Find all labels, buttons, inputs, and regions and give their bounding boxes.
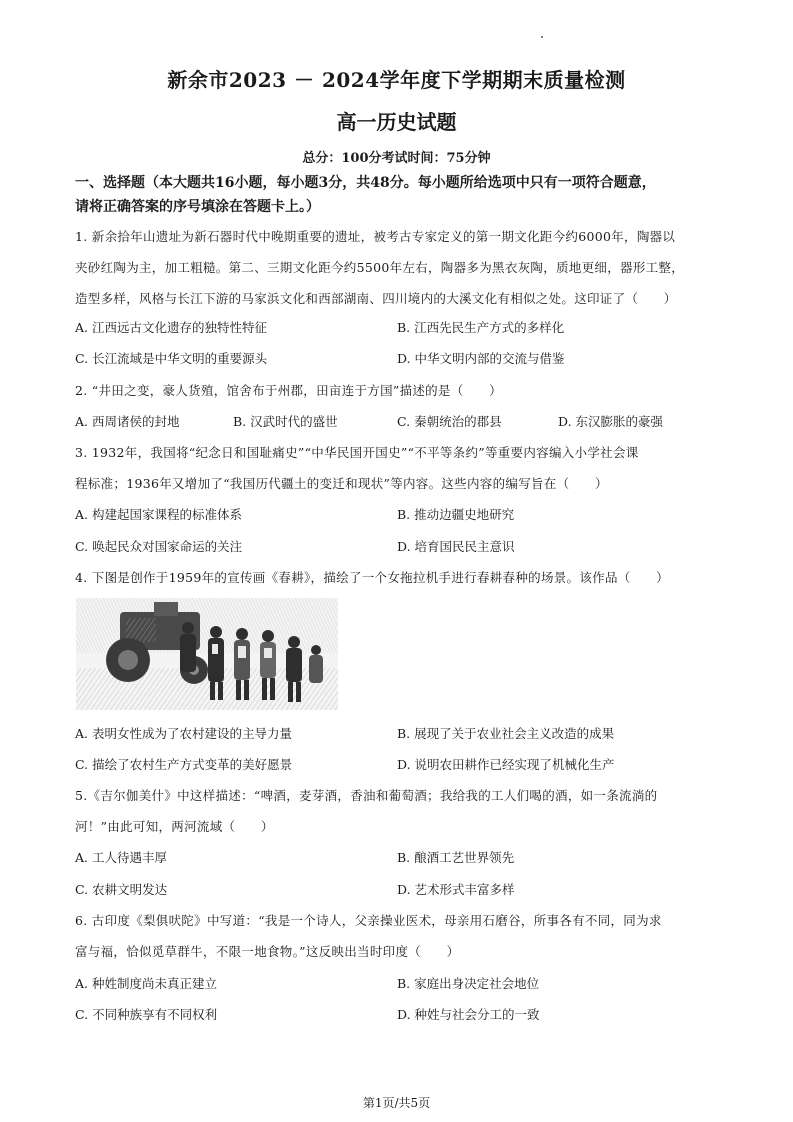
page-number: 第1页/共5页 xyxy=(362,1096,431,1110)
question-6-text: 富与福，恰似觅草群牛，不限一地食物。”这反映出当时印度（ ） xyxy=(75,944,460,959)
question-2-text: 2. “井田之变，豪人货殖，馆舍布于州郡，田亩连于方国”描述的是（ ） xyxy=(75,383,502,398)
question-3-option-b: B. 推动边疆史地研究 xyxy=(397,507,515,522)
question-6-text: 6. 古印度《梨俱吠陀》中写道：“我是一个诗人，父亲操业医术，母亲用石磨谷，所事各有不同，同为求 xyxy=(75,913,662,928)
scan-dot xyxy=(541,36,543,38)
question-5-text: 5.《吉尔伽美什》中这样描述：“啤酒，麦芽酒，香油和葡萄酒；我给我的工人们喝的酒，如一条流淌的 xyxy=(75,788,658,803)
question-1-text: 1. 新余拾年山遗址为新石器时代中晚期重要的遗址，被考古专家定义的第一期文化距今约6000年，陶器以 xyxy=(75,229,676,244)
question-1-text: 造型多样，风格与长江下游的马家浜文化和西部湖南、四川境内的大溪文化有相似之处。这印证了（ ） xyxy=(75,291,677,306)
question-5-option-c: C. 农耕文明发达 xyxy=(75,882,168,897)
exam-meta: 总分：100分考试时间：75分钟 xyxy=(302,151,491,166)
question-6-option-d: D. 种姓与社会分工的一致 xyxy=(397,1007,540,1022)
question-6-option-a: A. 种姓制度尚未真正建立 xyxy=(75,976,217,991)
exam-title: 新余市2023 － 2024学年度下学期期末质量检测 xyxy=(167,68,626,92)
question-2-option-a: A. 西周诸侯的封地 xyxy=(75,414,180,429)
question-2-option-d: D. 东汉膨胀的豪强 xyxy=(558,414,664,429)
question-3-text: 程标准；1936年又增加了“我国历代疆土的变迁和现状”等内容。这些内容的编写旨在（ ） xyxy=(75,476,608,491)
question-4-option-a: A. 表明女性成为了农村建设的主导力量 xyxy=(75,726,292,741)
exam-subtitle: 高一历史试题 xyxy=(336,110,457,134)
question-4-option-d: D. 说明农田耕作已经实现了机械化生产 xyxy=(397,757,615,772)
question-5-option-d: D. 艺术形式丰富多样 xyxy=(397,882,515,897)
spring-plowing-poster-image xyxy=(76,598,338,710)
question-6-option-c: C. 不同种族享有不同权利 xyxy=(75,1007,218,1022)
question-1-text: 夹砂红陶为主，加工粗糙。第二、三期文化距今约5500年左右，陶器多为黑衣灰陶，质地更细，器形工整， xyxy=(75,260,685,275)
question-1-option-c: C. 长江流域是中华文明的重要源头 xyxy=(75,351,268,366)
question-6-option-b: B. 家庭出身决定社会地位 xyxy=(397,976,540,991)
question-2-option-b: B. 汉武时代的盛世 xyxy=(233,414,338,429)
question-4-text: 4. 下图是创作于1959年的宣传画《春耕》，描绘了一个女拖拉机手进行春耕春种的场景。该作品（ ） xyxy=(75,570,669,585)
section-heading-line2: 请将正确答案的序号填涂在答题卡上。） xyxy=(75,199,320,215)
question-5-text: 河！”由此可知，两河流域（ ） xyxy=(75,819,274,834)
question-3-option-a: A. 构建起国家课程的标准体系 xyxy=(75,507,242,522)
question-2-option-c: C. 秦朝统治的郡县 xyxy=(397,414,502,429)
question-1-option-d: D. 中华文明内部的交流与借鉴 xyxy=(397,351,565,366)
question-3-option-c: C. 唤起民众对国家命运的关注 xyxy=(75,539,243,554)
question-1-option-b: B. 江西先民生产方式的多样化 xyxy=(397,320,565,335)
section-heading-line1: 一、选择题（本大题共16小题，每小题3分，共48分。每小题所给选项中只有一项符合题意， xyxy=(75,175,656,191)
question-4-option-c: C. 描绘了农村生产方式变革的美好愿景 xyxy=(75,757,293,772)
question-4-option-b: B. 展现了关于农业社会主义改造的成果 xyxy=(397,726,615,741)
question-3-option-d: D. 培育国民民主意识 xyxy=(397,539,515,554)
question-5-option-a: A. 工人待遇丰厚 xyxy=(75,850,167,865)
question-5-option-b: B. 酿酒工艺世界领先 xyxy=(397,850,515,865)
question-3-text: 3. 1932年，我国将“纪念日和国耻痛史”“中华民国开国史”“不平等条约”等重要内容编入小学社会课 xyxy=(75,445,639,460)
question-1-option-a: A. 江西远古文化遗存的独特性特征 xyxy=(75,320,267,335)
